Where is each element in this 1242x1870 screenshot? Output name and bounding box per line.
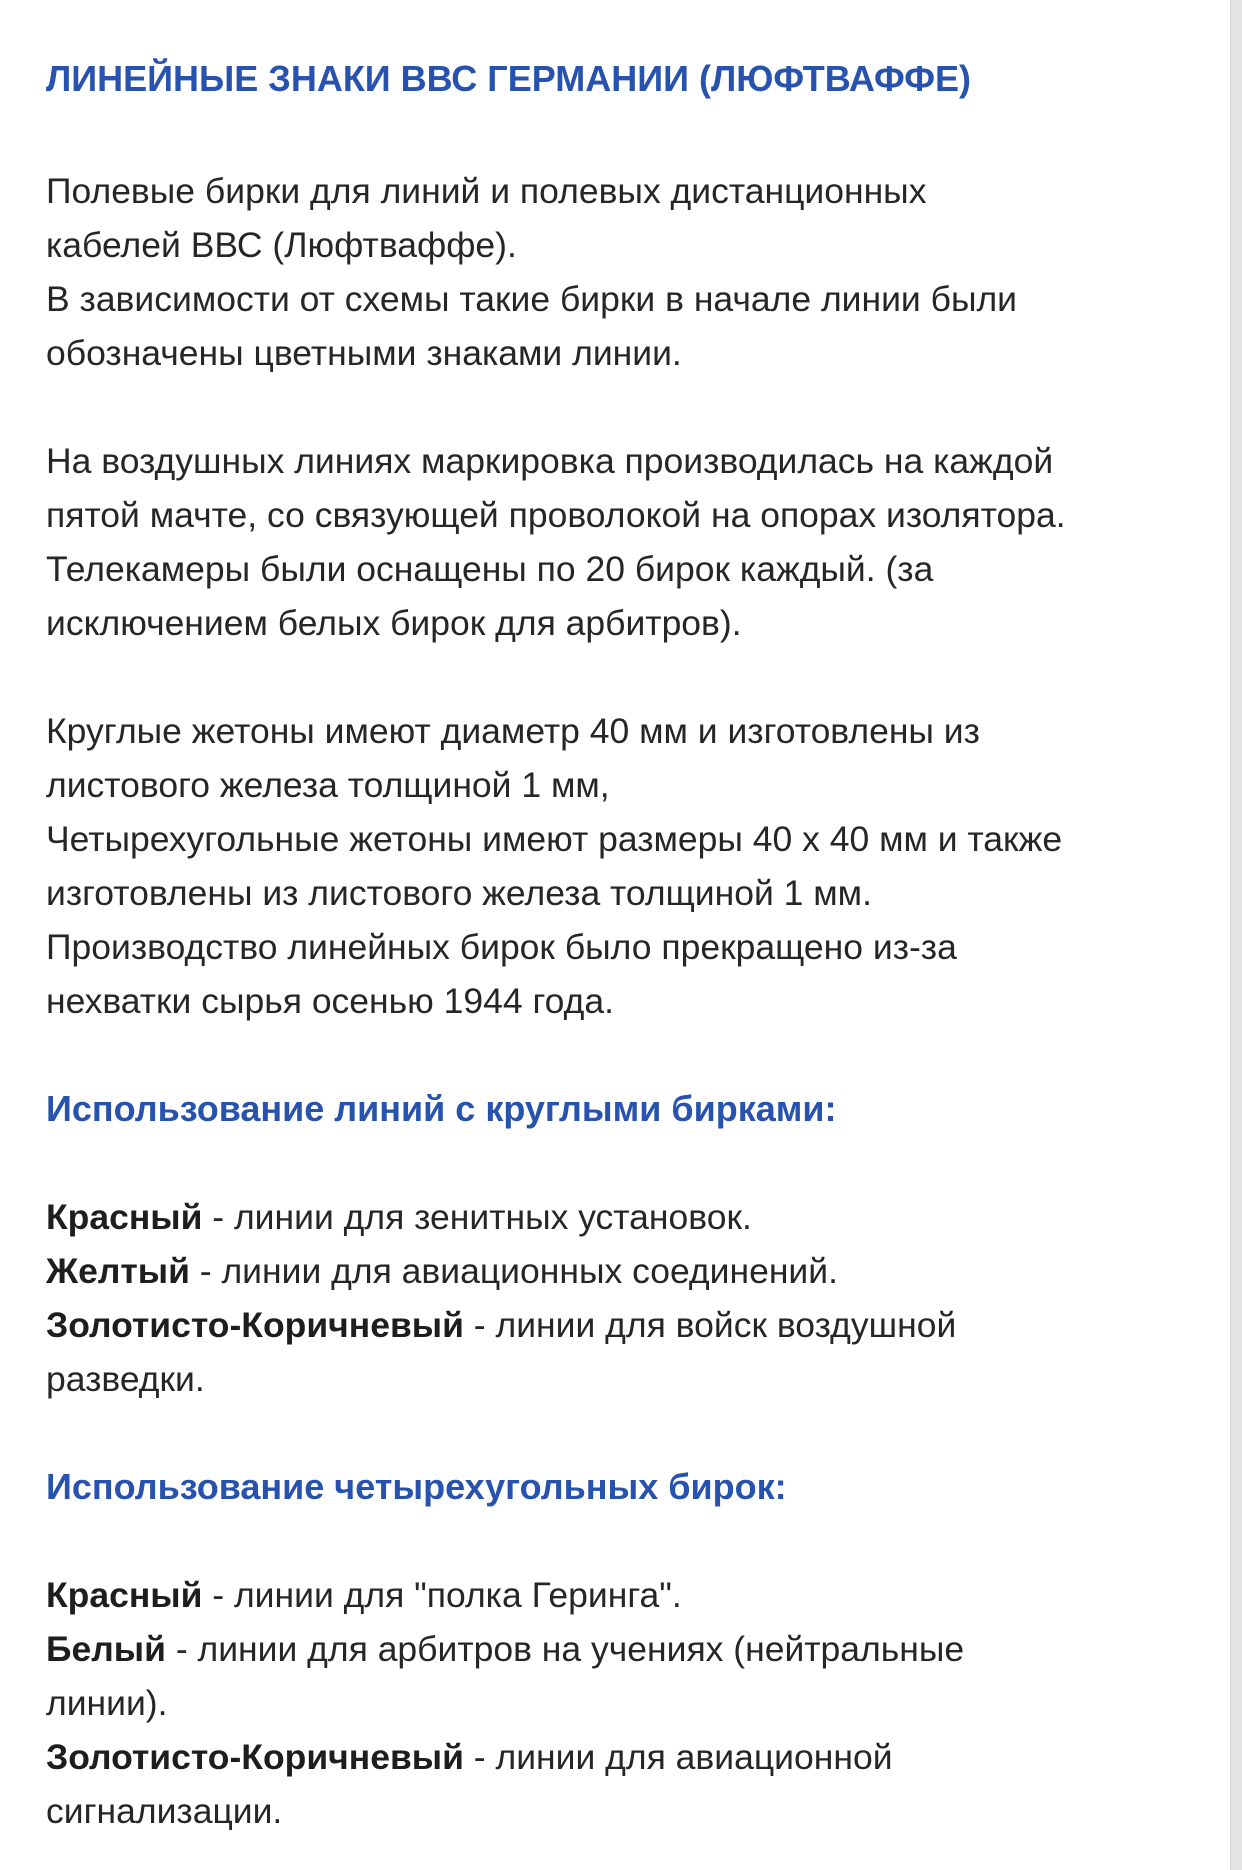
- page-edge: [1230, 0, 1242, 1870]
- list-item: [46, 1622, 1190, 1676]
- text-line: пятой мачте, со связующей проволокой на опорах изолятора.: [46, 495, 1066, 535]
- list-item: [46, 1730, 1190, 1784]
- color-term: Красный: [46, 1197, 203, 1237]
- spacer: [46, 1028, 1190, 1082]
- spacer: [46, 650, 1190, 704]
- color-term: Белый: [46, 1629, 166, 1669]
- square-tags-heading: Использование четырехугольных бирок:: [46, 1466, 787, 1507]
- square-tags-list: [46, 1568, 1190, 1838]
- spacer: [46, 110, 1190, 164]
- tag-dimensions-paragraph: [46, 704, 1190, 1028]
- color-term: Золотисто-Коричневый: [46, 1737, 464, 1777]
- list-item-continuation: линии).: [46, 1683, 168, 1723]
- color-term: Желтый: [46, 1251, 190, 1291]
- color-description: - линии для "полка Геринга".: [202, 1575, 682, 1615]
- text-line: В зависимости от схемы такие бирки в начале линии были: [46, 279, 1018, 319]
- color-description: - линии для авиационной: [463, 1737, 893, 1777]
- text-line: обозначены цветными знаками линии.: [46, 333, 682, 373]
- round-tags-list: [46, 1190, 1190, 1406]
- color-description: - линии для авиационных соединений.: [189, 1251, 838, 1291]
- text-line: нехватки сырья осенью 1944 года.: [46, 981, 614, 1021]
- text-line: Телекамеры были оснащены по 20 бирок каждый. (за: [46, 549, 934, 589]
- text-line: изготовлены из листового железа толщиной 1 мм.: [46, 873, 872, 913]
- list-item: [46, 1568, 1190, 1622]
- text-line: кабелей ВВС (Люфтваффе).: [46, 225, 517, 265]
- spacer: [46, 1406, 1190, 1460]
- color-term: Красный: [46, 1575, 203, 1615]
- list-item: [46, 1190, 1190, 1244]
- color-description: - линии для зенитных установок.: [202, 1197, 752, 1237]
- spacer: [46, 380, 1190, 434]
- color-description: - линии для войск воздушной: [463, 1305, 957, 1345]
- list-item-continuation: сигнализации.: [46, 1791, 283, 1831]
- text-line: Четырехугольные жетоны имеют размеры 40 х 40 мм и также: [46, 819, 1063, 859]
- text-line: листового железа толщиной 1 мм,: [46, 765, 610, 805]
- color-description: - линии для арбитров на учениях (нейтральные: [165, 1629, 965, 1669]
- page-title: ЛИНЕЙНЫЕ ЗНАКИ ВВС ГЕРМАНИИ (ЛЮФТВАФФЕ): [46, 58, 971, 99]
- list-item: [46, 1244, 1190, 1298]
- text-line: исключением белых бирок для арбитров).: [46, 603, 742, 643]
- overhead-lines-paragraph: [46, 434, 1190, 650]
- round-tags-heading: Использование линий с круглыми бирками:: [46, 1088, 837, 1129]
- text-line: На воздушных линиях маркировка производилась на каждой: [46, 441, 1054, 481]
- intro-paragraph: [46, 164, 1190, 380]
- color-term: Золотисто-Коричневый: [46, 1305, 464, 1345]
- text-line: Круглые жетоны имеют диаметр 40 мм и изготовлены из: [46, 711, 980, 751]
- list-item-continuation: разведки.: [46, 1359, 205, 1399]
- list-item: [46, 1298, 1190, 1352]
- spacer: [46, 1136, 1190, 1190]
- text-line: Полевые бирки для линий и полевых дистанционных: [46, 171, 927, 211]
- text-line: Производство линейных бирок было прекращено из-за: [46, 927, 957, 967]
- spacer: [46, 1514, 1190, 1568]
